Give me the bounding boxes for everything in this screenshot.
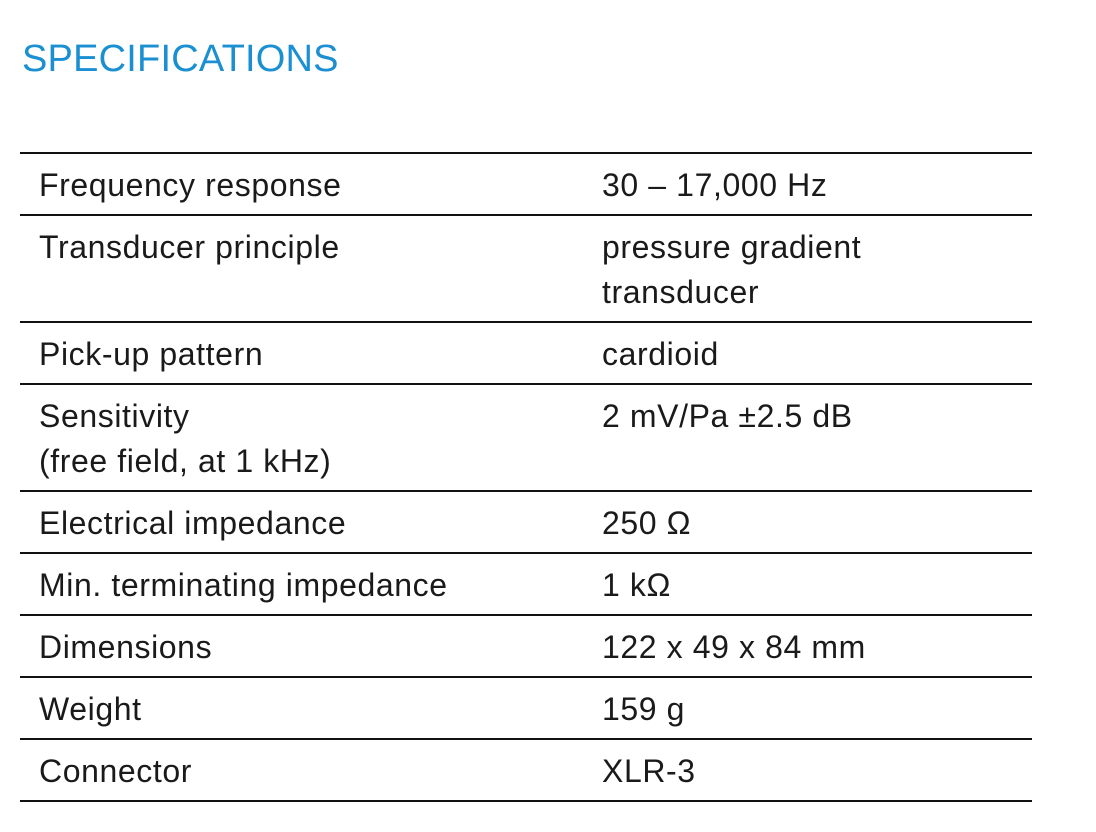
row-value: 1 kΩ [581,553,1032,615]
table-row-connector [20,739,1032,801]
table-row-min-terminating-impedance [20,553,1032,615]
row-value: cardioid [581,322,1032,384]
table-row-weight [20,677,1032,739]
row-label: Min. terminating impedance [20,553,581,615]
row-label: Sensitivity (free field, at 1 kHz) [20,384,581,491]
row-value: 30 – 17,000 Hz [581,153,1032,215]
row-value: 2 mV/Pa ±2.5 dB [581,384,1032,491]
row-label: Frequency response [20,153,581,215]
row-label: Transducer principle [20,215,581,322]
row-label: Dimensions [20,615,581,677]
row-label: Pick-up pattern [20,322,581,384]
row-label: Electrical impedance [20,491,581,553]
table-row-frequency-response [20,153,1032,215]
table-row-dimensions [20,615,1032,677]
table-row-electrical-impedance [20,491,1032,553]
row-label: Connector [20,739,581,801]
row-value: 122 x 49 x 84 mm [581,615,1032,677]
page-title: SPECIFICATIONS [22,38,339,80]
row-value: 159 g [581,677,1032,739]
row-value: 250 Ω [581,491,1032,553]
table-row-pick-up-pattern [20,322,1032,384]
row-label: Weight [20,677,581,739]
row-value: pressure gradient transducer [581,215,1032,322]
row-value: XLR-3 [581,739,1032,801]
specifications-table [20,152,1032,802]
table-row-transducer-principle [20,215,1032,322]
table-row-sensitivity [20,384,1032,491]
